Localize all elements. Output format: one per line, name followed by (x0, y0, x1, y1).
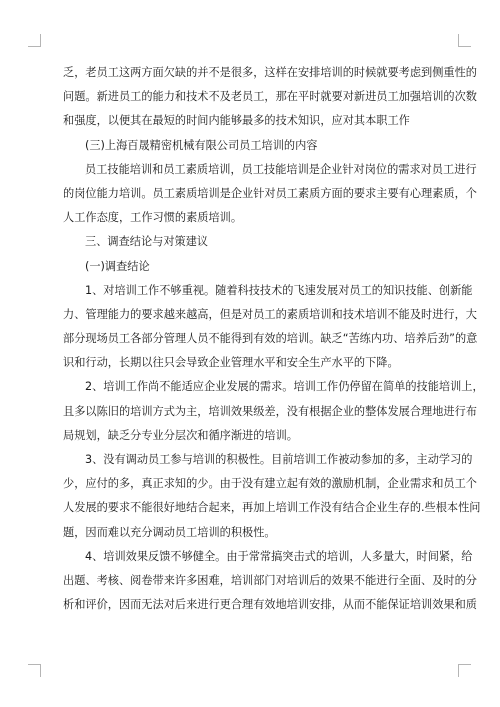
crop-mark-bottom-left (28, 664, 41, 677)
text-line: 部分现场员工各部分管理人员不能得到有效的培训。缺乏“苦练内功、培养后劲”的意 (63, 332, 478, 346)
text-line: 人工作态度，工作习惯的素质培训。 (63, 211, 243, 225)
text-line: 题，因而难以充分调动员工培训的积极性。 (63, 525, 276, 539)
document-body (63, 61, 484, 617)
text-line: (一)调查结论 (85, 259, 150, 273)
text-line: 乏，老员工这两方面欠缺的并不是很多，这样在安排培训的时候就要考虑到侧重性的 (63, 66, 477, 79)
text-line: 少，应付的多，真正求知的少。由于没有建立起有效的激励机制，企业需求和员工个 (63, 477, 477, 491)
text-line: 三、调查结论与对策建议 (85, 235, 209, 249)
text-line: 3、没有调动员工参与培训的积极性。目前培训工作被动参加的多，主动学习的 (85, 453, 473, 466)
text-line: 4、培训效果反馈不够健全。由于常常搞突击式的培训，人多量大，时间紧，给 (85, 549, 473, 563)
text-line: 和强度，以便其在最短的时间内能够最多的技术知识，应对其本职工作 (63, 114, 410, 128)
text-line: 力、管理能力的要求越来越高，但是对员工的素质培训和技术培训不能及时进行，大 (63, 307, 477, 321)
text-line: 2、培训工作尚不能适应企业发展的需求。培训工作仍停留在简单的技能培训上， (85, 380, 484, 394)
crop-mark-top-right (458, 34, 471, 47)
text-line: 且多以陈旧的培训方式为主，培训效果级差，没有根据企业的整体发展合理地进行布 (63, 404, 477, 418)
text-line: 识和行动，长期以往只会导致企业管理水平和安全生产水平的下降。 (63, 356, 399, 370)
text-line: 1、对培训工作不够重视。随着科技技术的飞速发展对员工的知识技能、创新能 (85, 283, 473, 297)
text-line: 问题。新进员工的能力和技术不及老员工，那在平时就要对新进员工加强培训的次数 (63, 90, 477, 104)
text-line: 的岗位能力培训。员工素质培训是企业针对员工素质方面的要求主要有心理素质，个 (63, 186, 477, 200)
text-line: 人发展的要求不能很好地结合起来，再加上培训工作没有结合企业生存的.些根本性问 (63, 501, 481, 515)
text-line: (三)上海百晟精密机械有限公司员工培训的内容 (85, 138, 318, 152)
text-line: 出题、考核、阅卷带来许多困难，培训部门对培训后的效果不能进行全面、及时的分 (63, 573, 477, 587)
text-line: 局规划，缺乏分专业分层次和循序渐进的培训。 (63, 428, 298, 442)
crop-mark-top-left (28, 34, 41, 47)
text-line: 员工技能培训和员工素质培训，员工技能培训是企业针对岗位的需求对员工进行 (85, 162, 477, 176)
text-line: 析和评价，因而无法对后来进行更合理有效地培训安排，从而不能保证培训效果和质 (63, 598, 477, 612)
crop-mark-bottom-right (458, 664, 471, 677)
